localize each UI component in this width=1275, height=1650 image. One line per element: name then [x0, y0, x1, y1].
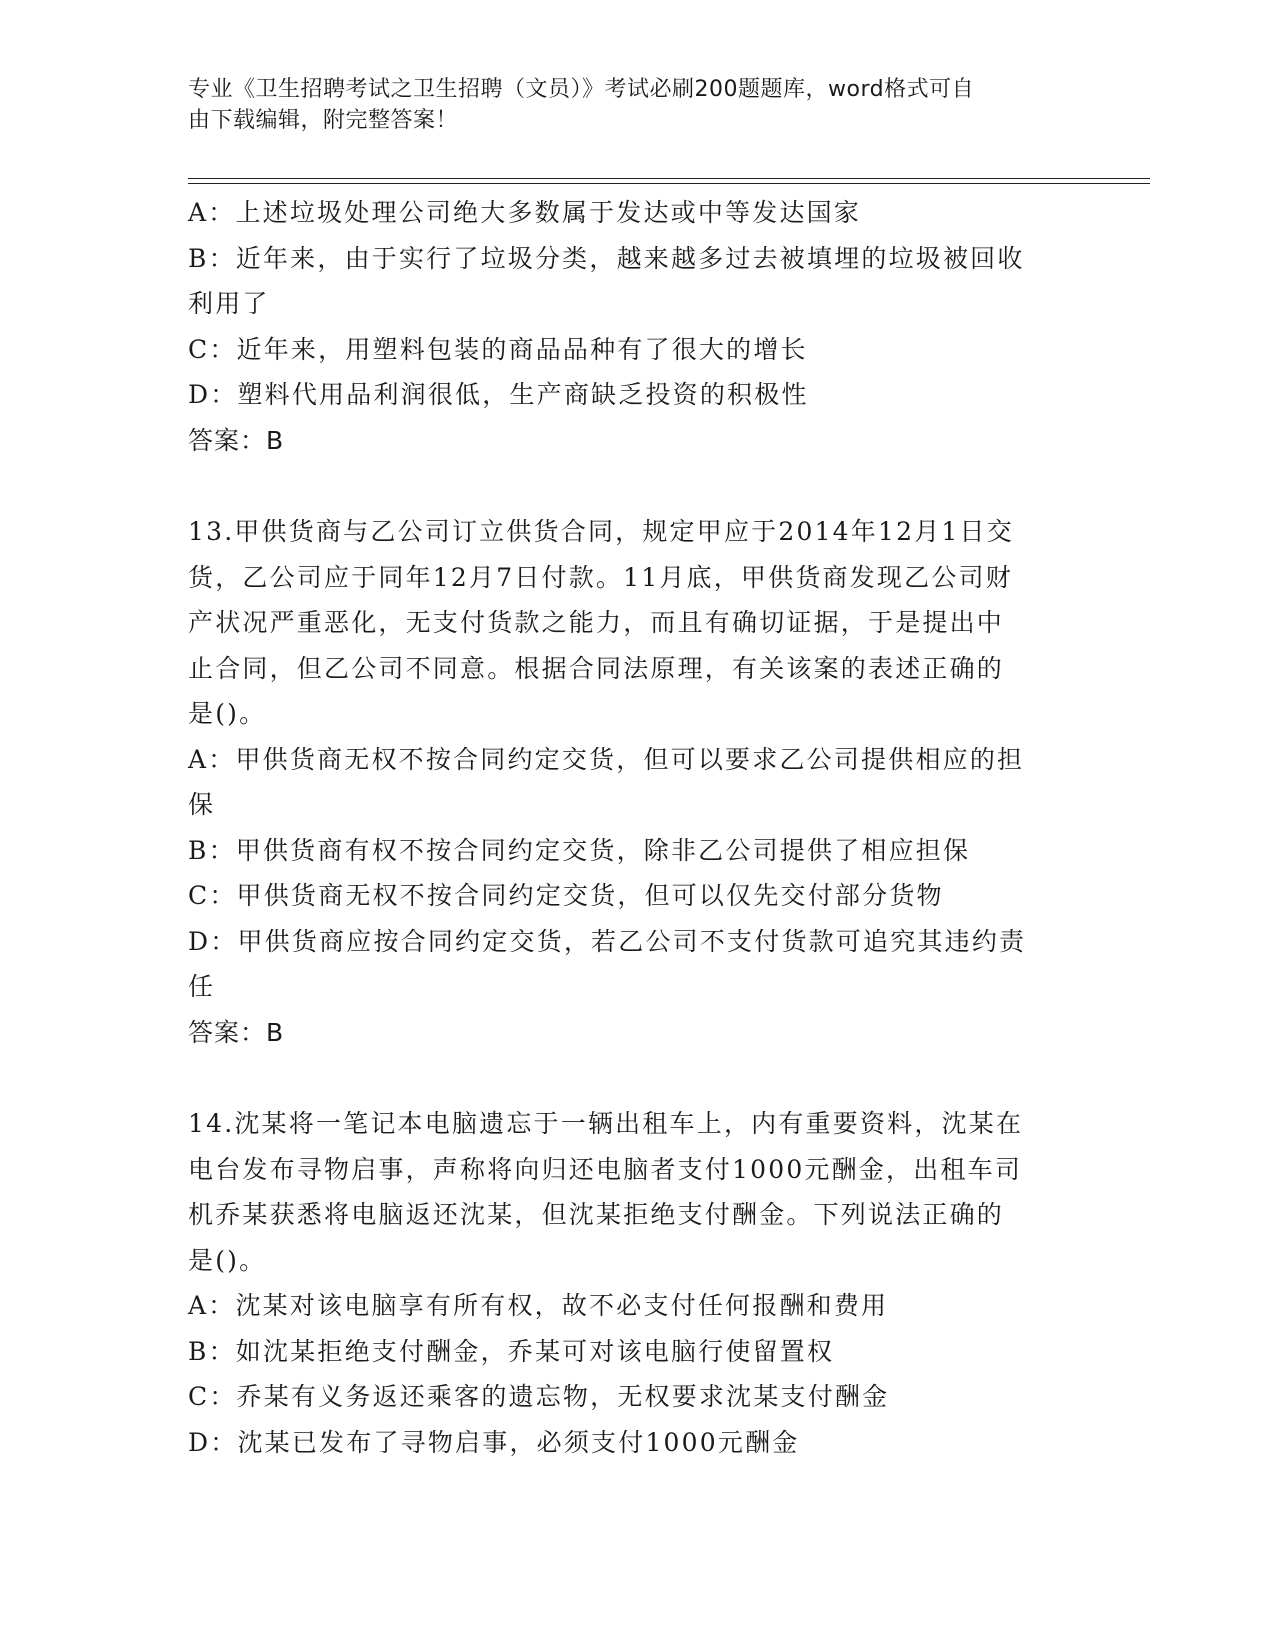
question-stem: 13.甲供货商与乙公司订立供货合同，规定甲应于2014年12月1日交 [188, 517, 1014, 546]
question-stem: 14.沈某将一笔记本电脑遗忘于一辆出租车上，内有重要资料，沈某在 [188, 1109, 1024, 1138]
option-a: A：沈某对该电脑享有所有权，故不必支付任何报酬和费用 [188, 1291, 889, 1320]
document-header [188, 74, 1088, 136]
option-d: D：沈某已发布了寻物启事，必须支付1000元酬金 [188, 1427, 800, 1457]
question-stem: 货，乙公司应于同年12月7日付款。11月底，甲供货商发现乙公司财 [188, 562, 1013, 592]
answer-label: 答案：B [188, 1017, 285, 1047]
question-14 [188, 1101, 1078, 1465]
option-d-continued: 任 [188, 972, 216, 1001]
option-a-continued: 保 [188, 790, 216, 819]
question-stem: 电台发布寻物启事，声称将向归还电脑者支付1000元酬金，出租车司 [188, 1154, 1023, 1184]
option-d: D：甲供货商应按合同约定交货，若乙公司不支付货款可追究其违约责 [188, 926, 1027, 956]
header-line-1: 专业《卫生招聘考试之卫生招聘（文员）》考试必刷200题题库，word格式可自 [188, 77, 975, 102]
header-line-2: 由下载编辑，附完整答案！ [188, 108, 459, 133]
option-b: B：如沈某拒绝支付酬金，乔某可对该电脑行使留置权 [188, 1336, 835, 1366]
header-divider-bottom [188, 183, 1150, 184]
question-content [188, 190, 1078, 1465]
question-spacer [188, 463, 1078, 509]
option-c: C：乔某有义务返还乘客的遗忘物，无权要求沈某支付酬金 [188, 1382, 890, 1411]
option-b: B：甲供货商有权不按合同约定交货，除非乙公司提供了相应担保 [188, 835, 971, 865]
option-c: C：近年来，用塑料包装的商品品种有了很大的增长 [188, 334, 808, 364]
option-d: D：塑料代用品利润很低，生产商缺乏投资的积极性 [188, 380, 809, 409]
header-divider-top [188, 178, 1150, 179]
option-a: A：上述垃圾处理公司绝大多数属于发达或中等发达国家 [188, 198, 862, 227]
question-12-tail [188, 190, 1078, 463]
option-a: A：甲供货商无权不按合同约定交货，但可以要求乙公司提供相应的担 [188, 744, 1025, 774]
option-b: B：近年来，由于实行了垃圾分类，越来越多过去被填埋的垃圾被回收 [188, 243, 1025, 273]
question-spacer [188, 1055, 1078, 1101]
question-stem: 止合同，但乙公司不同意。根据合同法原理，有关该案的表述正确的 [188, 653, 1005, 683]
question-stem: 机乔某获悉将电脑返还沈某，但沈某拒绝支付酬金。下列说法正确的 [188, 1200, 1005, 1229]
question-stem: 是()。 [188, 1245, 267, 1275]
answer-label: 答案：B [188, 425, 285, 455]
option-b-continued: 利用了 [188, 289, 270, 318]
question-13 [188, 509, 1078, 1055]
question-stem: 是()。 [188, 699, 267, 728]
option-c: C：甲供货商无权不按合同约定交货，但可以仅先交付部分货物 [188, 881, 944, 910]
question-stem: 产状况严重恶化，无支付货款之能力，而且有确切证据，于是提出中 [188, 608, 1005, 637]
